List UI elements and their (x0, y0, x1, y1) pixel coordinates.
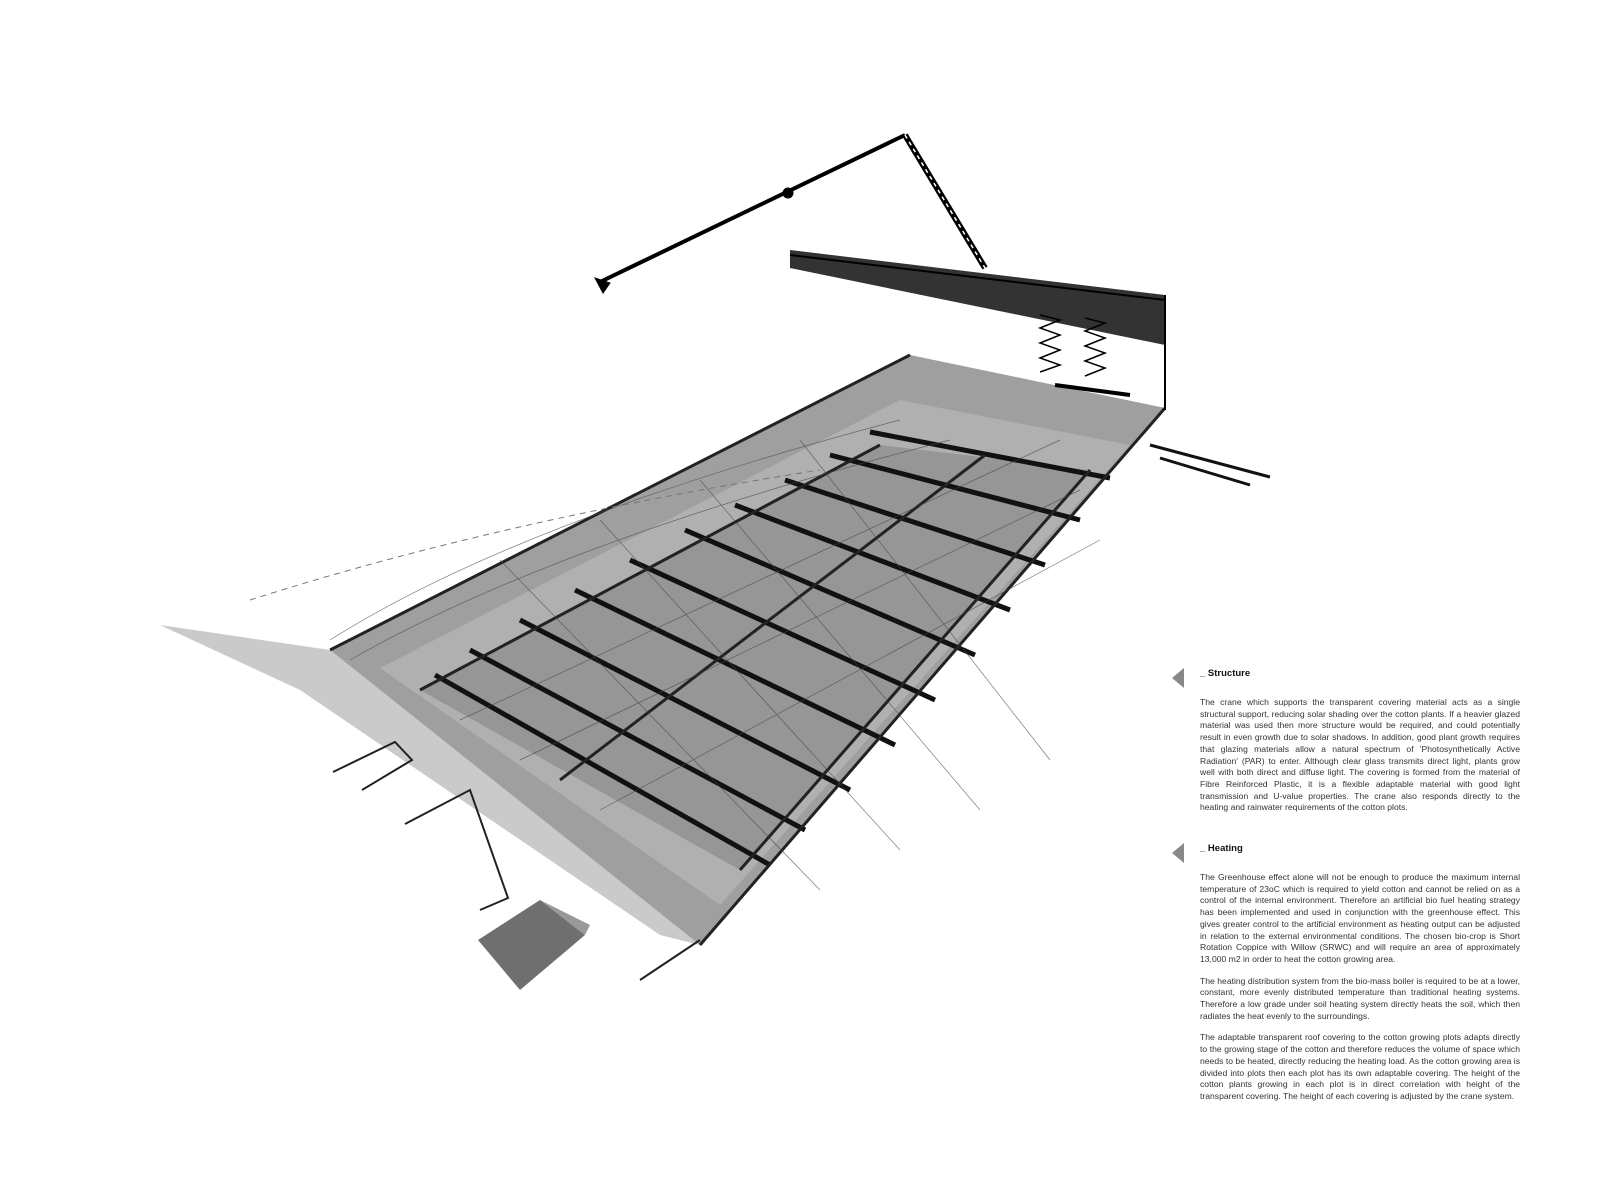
structure-section (1200, 668, 1520, 824)
heating-section (1200, 843, 1520, 1113)
heating-paragraph-3: The adaptable transparent roof covering to the cotton growing plots adapts directly to the growing stage of the cotton and therefore reduces the volume of space which needs to be heated, directly reducing the heating load. As the cotton growing area is divided into plots then each plot has its own adaptable covering. The height of the cotton plants growing in each plot is in direct correlation with height of the transparent covering. The height of each covering is adjusted by the crane system. (1200, 1032, 1520, 1101)
heating-heading: _ Heating (1200, 843, 1243, 854)
structure-body: The crane which supports the transparent covering material acts as a single structural support, reducing solar shading over the cotton plants. If a heavier glazed material was used then more structure would be required, and could potentially result in even growth due to solar shadows. In addition, good plant growth requires that glazing materials allow a natural spectrum of 'Photosynthetically Active Radiation' (PAR) to enter. Although clear glass transmits direct light, plants grow well with both direct and diffuse light. The covering is formed from the material of Fibre Reinforced Plastic, it is a flexible adaptable material with good light transmission and U-value properties. The crane also responds directly to the heating and rainwater requirements of the cotton plots. (1200, 697, 1520, 813)
triangle-marker-icon (1172, 668, 1184, 688)
crane-rail (790, 250, 1165, 345)
heating-paragraph-2: The heating distribution system from the bio-mass boiler is required to be at a lower, constant, more evenly distributed temperature than traditional heating systems. Therefore a low grade under soil heating system directly heats the soil, which then radiates the heat evenly to the surroundings. (1200, 975, 1520, 1021)
triangle-marker-icon (1172, 843, 1184, 863)
service-pipes (1150, 445, 1270, 485)
heating-paragraph-1: The Greenhouse effect alone will not be enough to produce the maximum internal temperature of 23oC which is required to yield cotton and cannot be relied on as a control of the internal environment. Therefore an artificial bio fuel heating strategy has been implemented and used in conjunction with the greenhouse effect. This gives greater control to the artificial environment as heating output can be adjusted in relation to the external environmental conditions. The chosen bio-crop is Short Rotation Coppice with Willow (SRWC) and will require an area of approximately 13,000 m2 in order to heat the cotton growing area. (1200, 872, 1520, 964)
ground-slab (478, 900, 585, 990)
structure-heading: _ Structure (1200, 668, 1251, 679)
